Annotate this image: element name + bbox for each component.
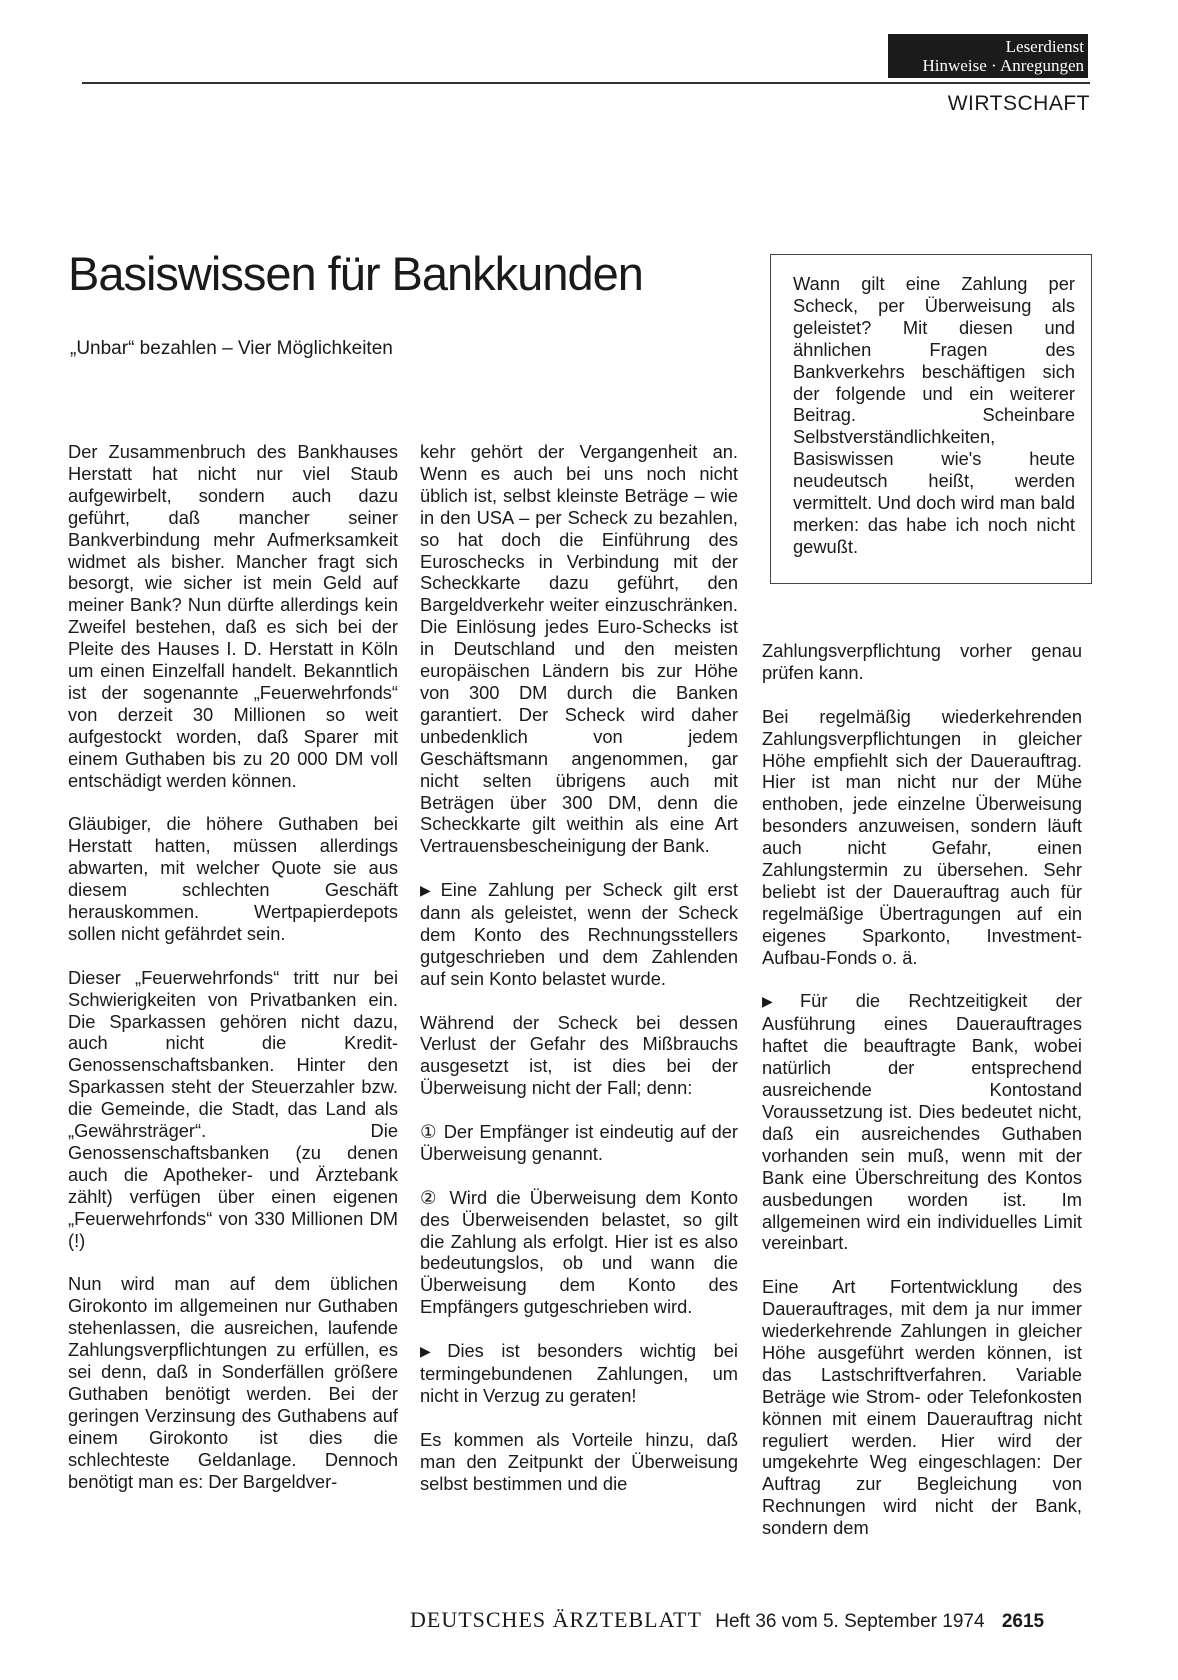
paragraph-bullet bbox=[762, 990, 1082, 1254]
paragraph: Eine Art Fortentwicklung des Dauerauftrages, mit dem ja nur immer wiederkehrende Zahlungen in gleicher Höhe ausgeführt werden können, ist das Lastschriftverfahren. Variable Beträge wie Strom- oder Telefonkosten können mit einem Dauerauftrag nicht reguliert werden. Hier wird der umgekehrte Weg eingeschlagen: Der Auftrag zur Begleichung von Rechnungen wird nicht der Bank, sondern dem bbox=[762, 1276, 1082, 1539]
article-subtitle: „Unbar“ bezahlen – Vier Möglichkeiten bbox=[70, 338, 393, 359]
intro-text: Wann gilt eine Zahlung per Scheck, per Überweisung als geleistet? Mit diesen und ähnlichen Fragen des Bankverkehrs beschäftigen sich der folgende und ein weiterer Beitrag. Scheinbare Selbstverständlichkeiten, Basiswissen wie's heute neudeutsch heißt, werden vermittelt. Und doch wird man bald merken: das habe ich noch nicht gewußt. bbox=[793, 273, 1075, 557]
paragraph-bullet bbox=[420, 1340, 738, 1407]
section-label: WIRTSCHAFT bbox=[947, 92, 1090, 115]
paragraph-text: Dies ist besonders wichtig bei termingebundenen Zahlungen, um nicht in Verzug zu geraten! bbox=[420, 1340, 738, 1406]
paragraph-bullet bbox=[420, 879, 738, 990]
badge-line-1: Leserdienst bbox=[1005, 37, 1084, 56]
paragraph: Der Zusammenbruch des Bankhauses Herstatt hat nicht nur viel Staub aufgewirbelt, sondern auch dazu geführt, daß mancher seiner Bankverbindung mehr Aufmerksamkeit widmet als bisher. Mancher fragt sich besorgt, wie sicher ist mein Geld auf meiner Bank? Nun dürfte allerdings kein Zweifel bestehen, daß es sich bei der Pleite des Hauses I. D. Herstatt in Köln um einen Einzelfall handelt. Bekanntlich ist der sogenannte „Feuerwehrfonds“ von derzeit 30 Millionen so weit aufgestockt worden, daß Sparer mit einem Guthaben bis zu 20 000 DM voll entschädigt werden können. bbox=[68, 441, 398, 791]
triangle-bullet-icon: ▶ bbox=[420, 882, 437, 899]
column-1 bbox=[68, 441, 398, 1492]
triangle-bullet-icon: ▶ bbox=[420, 1343, 444, 1360]
paragraph: Nun wird man auf dem üblichen Girokonto im allgemeinen nur Guthaben stehenlassen, die ausreichen, laufende Zahlungsverpflichtungen zu erfüllen, es sei denn, daß in Sonderfällen größere Guthaben benötigt werden. Bei der geringen Verzinsung des Guthabens auf einem Girokonto ist dies die schlechteste Geldanlage. Dennoch benötigt man es: Der Bargeldver- bbox=[68, 1273, 398, 1492]
leserdienst-badge bbox=[888, 34, 1088, 78]
paragraph: Es kommen als Vorteile hinzu, daß man den Zeitpunkt der Überweisung selbst bestimmen und die bbox=[420, 1428, 738, 1494]
magazine-name: DEUTSCHES ÄRZTEBLATT bbox=[410, 1607, 702, 1632]
badge-line-2: Hinweise · Anregungen bbox=[922, 56, 1084, 75]
intro-box bbox=[770, 254, 1092, 584]
paragraph: ① Der Empfänger ist eindeutig auf der Überweisung genannt. bbox=[420, 1121, 738, 1164]
header-rule bbox=[82, 82, 1090, 84]
paragraph: Dieser „Feuerwehrfonds“ tritt nur bei Schwierigkeiten von Privatbanken ein. Die Sparkassen gehören nicht dazu, auch nicht die Kredit-Genossenschaftsbanken. Hinter den Sparkassen steht der Steuerzahler bzw. die Gemeinde, die Stadt, das Land als „Gewährsträger“. Die Genossenschaftsbanken (zu denen auch die Apotheker- und Ärztebank zählt) verfügen über einen eigenen „Feuerwehrfonds“ von 330 Millionen DM (!) bbox=[68, 966, 398, 1251]
page-number: 2615 bbox=[1001, 1611, 1045, 1632]
paragraph-text: Für die Rechtzeitigkeit der Ausführung eines Dauerauftrages haftet die beauftragte Bank, wobei natürlich der entsprechend ausreichende Kontostand Voraussetzung ist. Dies bedeutet nicht, daß ein ausreichendes Guthaben vorhanden sein muß, wenn mit der Bank eine Überschreitung des Kontos ausbedungen worden ist. Im allgemeinen wird ein individuelles Limit vereinbart. bbox=[762, 990, 1082, 1254]
paragraph-text: Eine Zahlung per Scheck gilt erst dann als geleistet, wenn der Scheck dem Konto des Rechnungsstellers gutgeschrieben und dem Zahlenden auf sein Konto belastet wurde. bbox=[420, 879, 738, 989]
triangle-bullet-icon: ▶ bbox=[762, 993, 796, 1010]
paragraph: Bei regelmäßig wiederkehrenden Zahlungsverpflichtungen in gleicher Höhe empfiehlt sich der Dauerauftrag. Hier ist man nicht nur der Mühe enthoben, jede einzelne Überweisung besonders anzuweisen, sondern läuft auch nicht Gefahr, einen Zahlungstermin zu übersehen. Sehr beliebt ist der Dauerauftrag auch für regelmäßige Übertragungen auf ein eigenes Sparkonto, Investment-Aufbau-Fonds o. ä. bbox=[762, 705, 1082, 968]
paragraph: kehr gehört der Vergangenheit an. Wenn es auch bei uns noch nicht üblich ist, selbst kleinste Beträge – wie in den USA – per Scheck zu bezahlen, so hat doch die Einführung des Euroschecks in Verbindung mit der Scheckkarte dazu geführt, den Bargeldverkehr weiter einzuschränken. Die Einlösung jedes Euro-Schecks ist in Deutschland und den meisten europäischen Ländern bis zur Höhe von 300 DM durch die Banken garantiert. Der Scheck wird daher unbedenklich von jedem Geschäftsmann angenommen, gar nicht selten übrigens auch mit Beträgen über 300 DM, denn die Scheckkarte gilt weithin als eine Art Vertrauensbescheinigung der Bank. bbox=[420, 441, 738, 857]
paragraph: Zahlungsverpflichtung vorher genau prüfen kann. bbox=[762, 640, 1082, 683]
issue-info: Heft 36 vom 5. September 1974 bbox=[715, 1611, 985, 1632]
paragraph: Gläubiger, die höhere Guthaben bei Herstatt hatten, müssen allerdings abwarten, mit welcher Quote sie aus diesem schlechten Geschäft herauskommen. Wertpapierdepots sollen nicht gefährdet sein. bbox=[68, 813, 398, 944]
column-3 bbox=[762, 640, 1082, 1539]
paragraph: Während der Scheck bei dessen Verlust der Gefahr des Mißbrauchs ausgesetzt ist, ist dies bei der Überweisung nicht der Fall; denn: bbox=[420, 1011, 738, 1099]
article-title: Basiswissen für Bankkunden bbox=[68, 247, 643, 300]
page-footer bbox=[410, 1607, 1044, 1633]
paragraph: ② Wird die Überweisung dem Konto des Überweisenden belastet, so gilt die Zahlung als erfolgt. Hier ist es also bedeutungslos, ob und wann die Überweisung dem Konto des Empfängers gutgeschrieben wird. bbox=[420, 1186, 738, 1318]
column-2 bbox=[420, 441, 738, 1494]
